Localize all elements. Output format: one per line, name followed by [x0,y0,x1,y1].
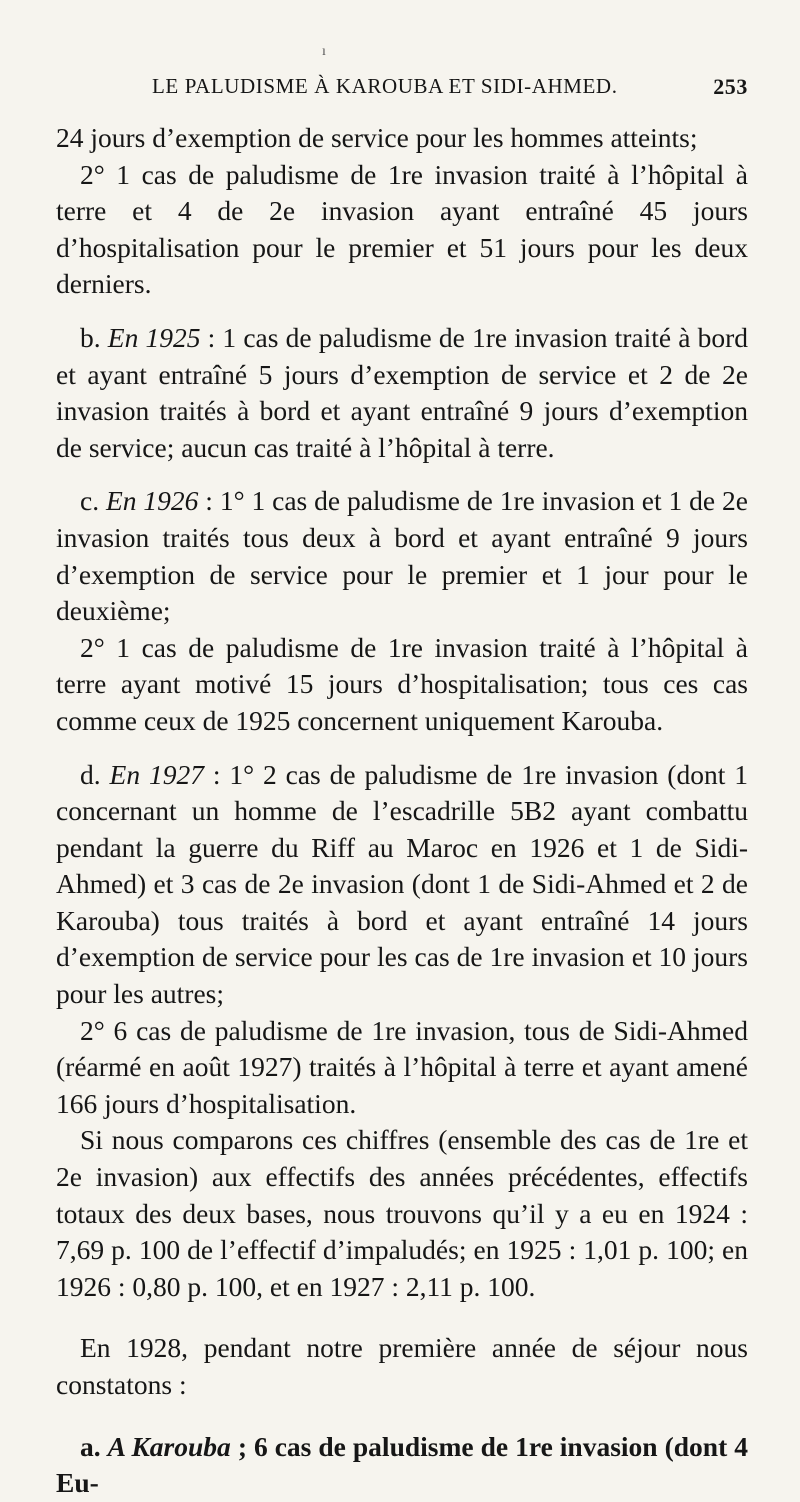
paragraph-italic-run: En 1925 [107,321,201,353]
paragraph-text-run: 2° 1 cas de paludisme de 1re invasion traité à l’hôpital à terre et 4 de 2e invasion ayant entraîné 45 jours d’hospitalisation pour le premier et 51 jours pour les deux derniers. [56,158,748,300]
paragraph-text-run: a. [80,1430,108,1462]
page-number: 253 [713,74,748,99]
paragraph-text-run: En 1928, pendant notre première année de séjour nous constatons : [56,1332,748,1400]
paragraph-italic-run: En 1927 [109,758,204,790]
paragraph [56,1330,748,1403]
paragraph [56,320,748,466]
ink-speck: ı [322,44,326,59]
paragraph-text-run: : 1° 1 cas de paludisme de 1re invasion et 1 de 2e invasion traités tous deux à bord et ayant entraîné 9 jours d’exemption de service pour le premier et 1 jour pour le deuxième; [56,485,748,627]
paragraph [56,1122,748,1305]
paragraph-italic-run: En 1926 [105,485,199,517]
paragraph [56,1013,748,1123]
paragraph-text-run: 24 jours d’exemption de service pour les hommes atteints; [56,122,698,153]
paragraph-text-run: : 1° 2 cas de paludisme de 1re invasion (dont 1 concernant un homme de l’escadrille 5B2 ayant combattu pendant la guerre du Riff au Maroc en 1926 et 1 de Sidi-Ahmed) et 3 cas de 2e invasion (dont 1 de Sidi-Ahmed et 2 de Karouba) tous traités à bord et ayant entraîné 14 jours d’exemption de service pour les cas de 1re invasion et 10 jours pour les autres; [56,758,748,1010]
paragraph-text-run: d. [80,758,110,790]
paragraph [56,157,748,303]
paragraph-text-run: : 1 cas de paludisme de 1re invasion traité à bord et ayant entraîné 5 jours d’exemption de service et 2 de 2e invasion traités à bord et ayant entraîné 9 jours d’exemption de service; aucun cas traité à l’hôpital à terre. [56,321,748,463]
paragraph-text-run: c. [80,485,106,517]
paragraph [56,757,748,1013]
running-header [56,74,748,110]
paragraph [56,483,748,629]
paragraph [56,1429,748,1502]
paragraph-text-run: b. [80,321,108,353]
running-title: LE PALUDISME À KAROUBA ET SIDI-AHMED. [152,74,618,98]
paragraph [56,120,748,157]
paragraph-italic-run: A Karouba [107,1430,231,1462]
paragraph-text-run: ; 6 cas de paludisme de 1re invasion (dont 4 Eu- [56,1430,749,1499]
body-text [56,120,748,1502]
paragraph-text-run: 2° 1 cas de paludisme de 1re invasion traité à l’hôpital à terre ayant motivé 15 jours d’hospitalisation; tous ces cas comme ceux de 1925 concernent uniquement Karouba. [56,631,748,736]
paragraph-text-run: 2° 6 cas de paludisme de 1re invasion, tous de Sidi-Ahmed (réarmé en août 1927) traités à l’hôpital à terre et ayant amené 166 jours d’hospitalisation. [56,1014,748,1119]
paragraph [56,630,748,740]
paragraph-text-run: Si nous comparons ces chiffres (ensemble des cas de 1re et 2e invasion) aux effectifs des années précédentes, effectifs totaux des deux bases, nous trouvons qu’il y a eu en 1924 : 7,69 p. 100 de l’effectif d’impaludés; en 1925 : 1,01 p. 100; en 1926 : 0,80 p. 100, et en 1927 : 2,11 p. 100. [56,1124,748,1302]
